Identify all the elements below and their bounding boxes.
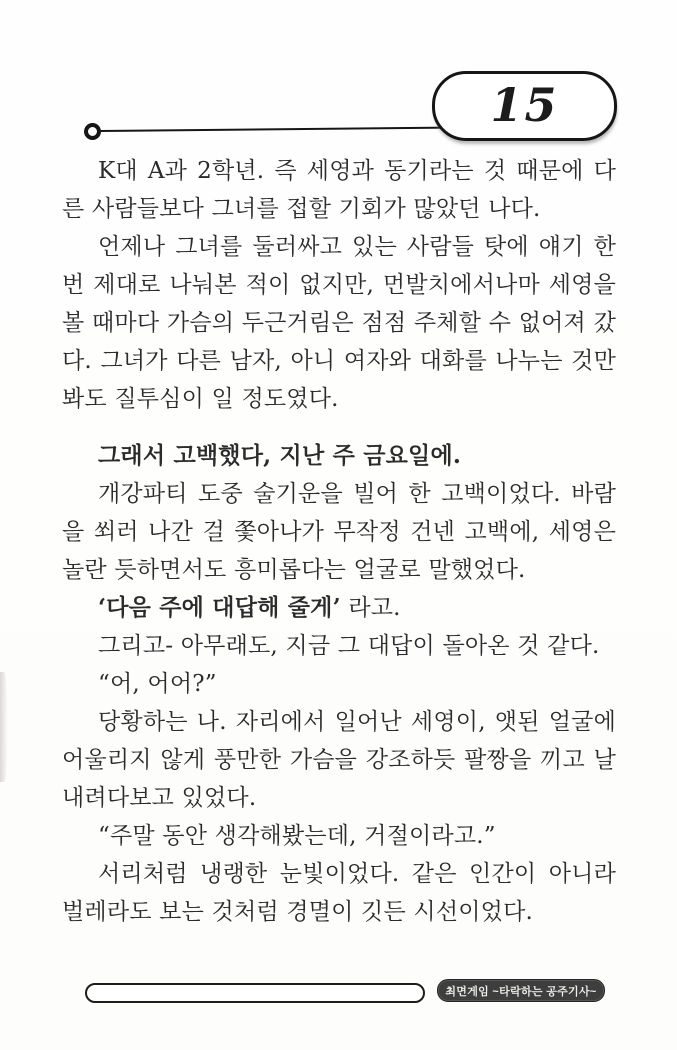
- chapter-number-badge: [432, 71, 617, 141]
- scan-smudge-artifact: [0, 672, 8, 782]
- footer-page-pill: [85, 983, 425, 1003]
- paragraph-intro: K대 A과 2학년. 즉 세영과 동기라는 것 때문에 다른 사람들보다 그녀를 접할 기회가 많았던 나다.: [62, 158, 616, 222]
- paragraph-party: 개강파티 도중 술기운을 빌어 한 고백이었다. 바람을 쐬러 나간 걸 쫓아나가 무작정 건넨 고백에, 세영은 놀란 듯하면서도 흥미롭다는 얼굴로 말했었다.: [62, 481, 616, 583]
- chapter-divider-line: [99, 127, 447, 133]
- paragraph-cold-gaze: 서리처럼 냉랭한 눈빛이었다. 같은 인간이 아니라 벌레라도 보는 것처럼 경멸이 깃든 시선이었다.: [62, 861, 616, 925]
- quote-tail: 라고.: [340, 595, 401, 621]
- paragraph-flustered: 당황하는 나. 자리에서 일어난 세영이, 앳된 얼굴에 어울리지 않게 풍만한 가슴을 강조하듯 팔짱을 끼고 날 내려다보고 있었다.: [62, 709, 616, 811]
- series-title: 최면게임 ~타락하는 공주기사~: [445, 985, 597, 998]
- paragraph-confession: 그래서 고백했다, 지난 주 금요일에.: [98, 442, 462, 469]
- chapter-header: [0, 0, 677, 150]
- paragraph-crowd: 언제나 그녀를 둘러싸고 있는 사람들 탓에 얘기 한번 제대로 나눠본 적이 없지만, 먼발치에서나마 세영을 볼 때마다 가슴의 두근거림은 점점 주체할 수 없어져 갔다. 그녀가 다른 남자, 아니 여자와 대화를 나누는 것만 봐도 질투심이 일 정도였다.: [62, 234, 616, 412]
- chapter-number: 15: [490, 78, 559, 132]
- paragraph-rejection: “주말 동안 생각해봤는데, 거절이라고.”: [98, 823, 496, 849]
- paragraph-stammer: “어, 어어?”: [98, 671, 217, 697]
- paragraph-and-now: 그리고- 아무래도, 지금 그 대답이 돌아온 것 같다.: [98, 633, 600, 659]
- quote-text: ‘다음 주에 대답해 줄게’: [98, 594, 341, 621]
- series-title-badge: [437, 979, 605, 1002]
- body-text: [62, 152, 616, 931]
- paragraph-quoted-answer: [62, 589, 616, 627]
